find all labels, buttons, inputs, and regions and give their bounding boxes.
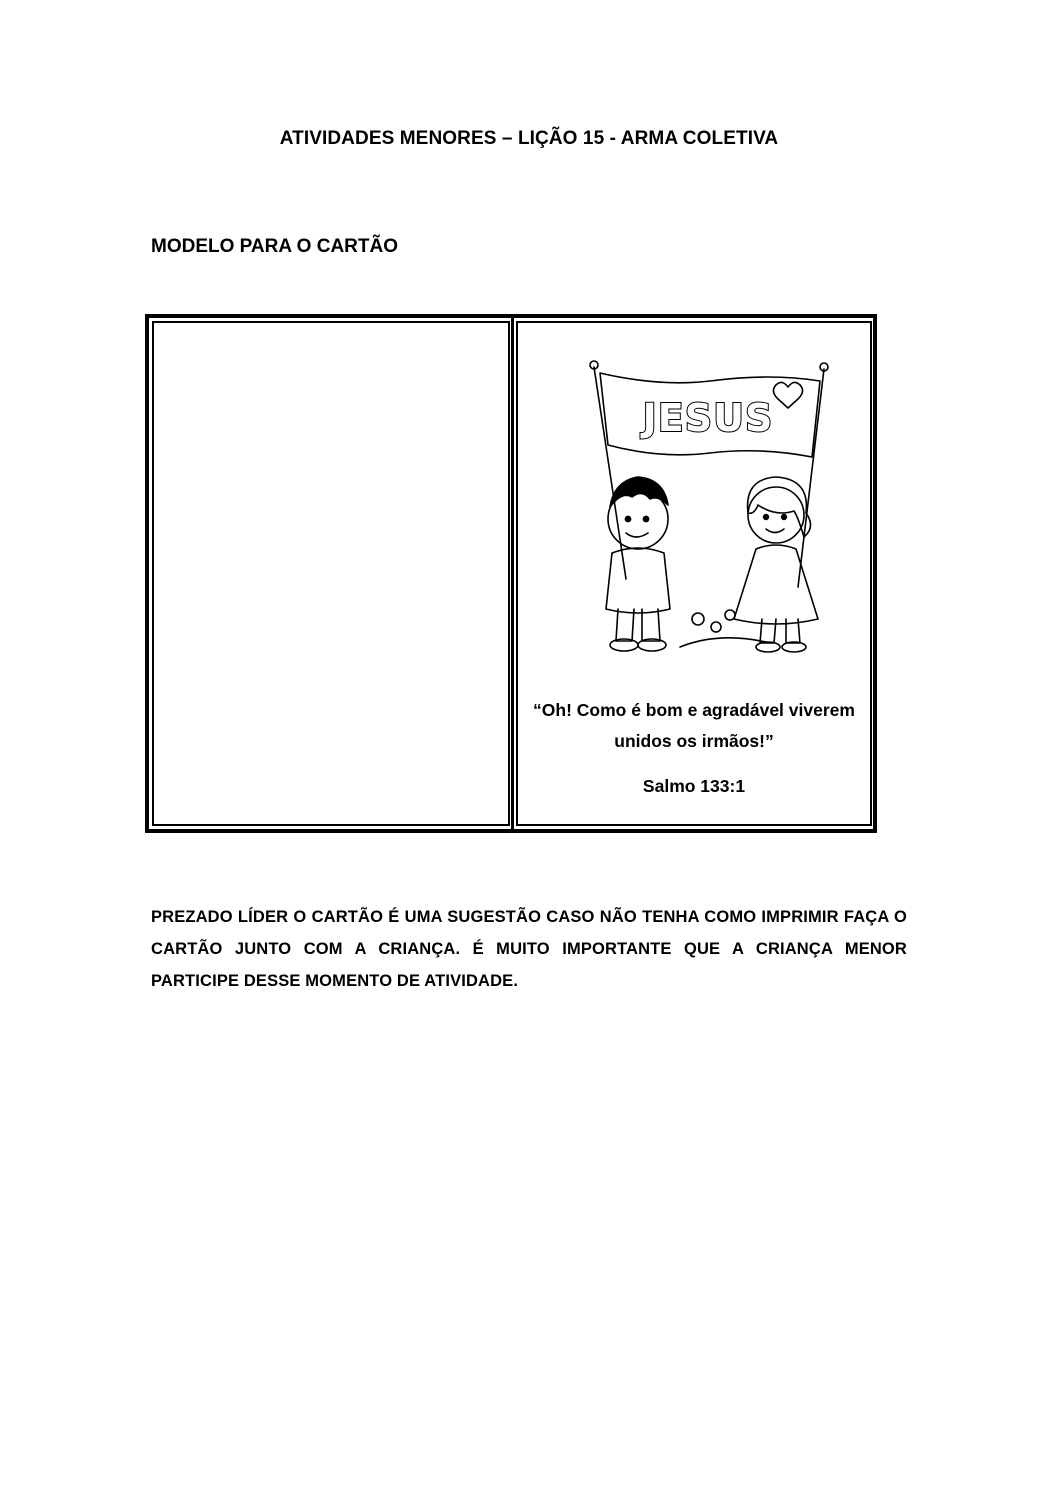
right-pole	[798, 369, 824, 587]
card-fold-divider	[511, 318, 514, 829]
boy-hair	[610, 477, 668, 507]
card-cover-panel	[516, 321, 872, 826]
card-template	[145, 314, 877, 833]
flower-icon	[692, 613, 704, 625]
flower-icon	[725, 610, 735, 620]
banner-text: JESUS	[642, 396, 774, 440]
verse-reference: Salmo 133:1	[642, 776, 746, 796]
flower-icon	[711, 622, 721, 632]
card-inner-blank-panel	[152, 321, 510, 826]
girl-hair	[748, 477, 811, 537]
page-title: ATIVIDADES MENORES – LIÇÃO 15 - ARMA COLETIVA	[279, 128, 779, 149]
left-pole	[594, 367, 626, 579]
girl-dress	[734, 545, 818, 624]
children-banner-illustration	[580, 357, 830, 657]
section-heading: MODELO PARA O CARTÃO	[151, 236, 398, 257]
heart-icon	[773, 382, 802, 408]
leader-note: PREZADO LÍDER O CARTÃO É UMA SUGESTÃO CASO NÃO TENHA COMO IMPRIMIR FAÇA O CARTÃO JUNTO COM A CRIANÇA. É MUITO IMPORTANTE QUE A CRIANÇA MENOR PARTICIPE DESSE MOMENTO DE ATIVIDADE.	[151, 908, 907, 990]
boy-body	[606, 548, 670, 613]
bible-verse: “Oh! Como é bom e agradável viverem unidos os irmãos!”	[533, 700, 855, 751]
